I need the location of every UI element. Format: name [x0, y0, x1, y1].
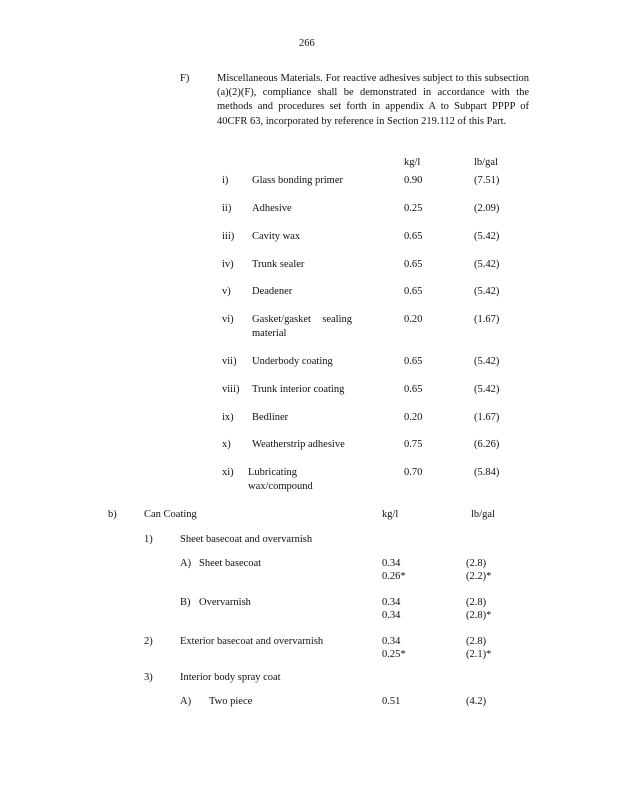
- b-3a-kg-value: 0.51: [382, 696, 401, 707]
- section-f-marker: F): [180, 73, 190, 84]
- b-1a-kg-value: 0.34: [382, 558, 401, 569]
- b-1a-lb-value: (2.8): [466, 558, 487, 569]
- item-number: x): [222, 439, 231, 450]
- item-number: vii): [222, 356, 237, 367]
- b-3a-letter: A): [180, 696, 192, 707]
- b-1b-lb-value-alt: (2.8)*: [466, 610, 492, 621]
- page-number: 266: [299, 38, 315, 49]
- b-3a-lb-value: (4.2): [466, 696, 487, 707]
- item-name: Lubricating: [248, 467, 297, 478]
- item-lb-value: (5.42): [474, 384, 500, 395]
- b-item-1-number: 1): [144, 534, 153, 545]
- b-1a-letter: A): [180, 558, 192, 569]
- item-name: Weatherstrip adhesive: [252, 439, 345, 450]
- b-1a-kg-value-alt: 0.26*: [382, 571, 406, 582]
- item-number: i): [222, 175, 229, 186]
- b-item-3-number: 3): [144, 672, 153, 683]
- item-name: Glass bonding primer: [252, 175, 343, 186]
- b-col-lb-header: lb/gal: [471, 509, 495, 520]
- item-number: v): [222, 286, 231, 297]
- b-item-2-number: 2): [144, 636, 153, 647]
- b-1b-kg-value: 0.34: [382, 597, 401, 608]
- b-item-3-title: Interior body spray coat: [180, 672, 281, 683]
- b-2-kg-value-alt: 0.25*: [382, 649, 406, 660]
- b-item-1-title: Sheet basecoat and overvarnish: [180, 534, 313, 545]
- b-1b-letter: B): [180, 597, 191, 608]
- item-number: viii): [222, 384, 240, 395]
- item-name: Gasket/gasket sealing: [252, 314, 352, 325]
- item-lb-value: (5.42): [474, 356, 500, 367]
- b-1b-lb-value: (2.8): [466, 597, 487, 608]
- b-3a-name: Two piece: [209, 696, 253, 707]
- item-lb-value: (5.42): [474, 259, 500, 270]
- b-col-kg-header: kg/l: [382, 509, 399, 520]
- item-name: Adhesive: [252, 203, 292, 214]
- section-f-paragraph: Miscellaneous Materials. For reactive adhesives subject to this subsection (a)(2)(F), compliance shall be demonstrated in accordance with the methods and procedures set forth in appendix A to Subpart PPPP of 40CFR 63, incorporated by reference in Section 219.112 of this Part.: [217, 73, 529, 127]
- b-2-kg-value: 0.34: [382, 636, 401, 647]
- item-lb-value: (5.42): [474, 286, 500, 297]
- item-name: Bedliner: [252, 412, 289, 423]
- item-kg-value: 0.70: [404, 467, 423, 478]
- item-name: Trunk sealer: [252, 259, 305, 270]
- item-name: Trunk interior coating: [252, 384, 345, 395]
- item-kg-value: 0.65: [404, 384, 423, 395]
- item-name: Cavity wax: [252, 231, 301, 242]
- item-kg-value: 0.20: [404, 412, 423, 423]
- section-b-marker: b): [108, 509, 117, 520]
- item-kg-value: 0.65: [404, 286, 423, 297]
- item-kg-value: 0.65: [404, 259, 423, 270]
- item-number: ix): [222, 412, 234, 423]
- item-kg-value: 0.90: [404, 175, 423, 186]
- item-kg-value: 0.65: [404, 231, 423, 242]
- item-number: vi): [222, 314, 234, 325]
- section-b-title: Can Coating: [144, 509, 197, 520]
- item-lb-value: (6.26): [474, 439, 500, 450]
- item-name-continued: wax/compound: [248, 481, 313, 492]
- item-lb-value: (5.84): [474, 467, 500, 478]
- b-1b-kg-value-alt: 0.34: [382, 610, 401, 621]
- b-2-lb-value: (2.8): [466, 636, 487, 647]
- item-kg-value: 0.75: [404, 439, 423, 450]
- item-number: iv): [222, 259, 234, 270]
- item-lb-value: (2.09): [474, 203, 500, 214]
- b-1b-name: Overvarnish: [199, 597, 251, 608]
- item-lb-value: (7.51): [474, 175, 500, 186]
- b-item-2-title: Exterior basecoat and overvarnish: [180, 636, 324, 647]
- item-kg-value: 0.20: [404, 314, 423, 325]
- f-col-lb-header: lb/gal: [474, 157, 498, 168]
- item-number: xi): [222, 467, 234, 478]
- item-kg-value: 0.25: [404, 203, 423, 214]
- f-col-kg-header: kg/l: [404, 157, 421, 168]
- item-name: Underbody coating: [252, 356, 333, 367]
- item-name: Deadener: [252, 286, 293, 297]
- b-1a-lb-value-alt: (2.2)*: [466, 571, 492, 582]
- item-lb-value: (1.67): [474, 412, 500, 423]
- item-number: ii): [222, 203, 232, 214]
- item-lb-value: (1.67): [474, 314, 500, 325]
- item-kg-value: 0.65: [404, 356, 423, 367]
- b-1a-name: Sheet basecoat: [199, 558, 262, 569]
- b-2-lb-value-alt: (2.1)*: [466, 649, 492, 660]
- item-name-continued: material: [252, 328, 287, 339]
- item-number: iii): [222, 231, 235, 242]
- item-lb-value: (5.42): [474, 231, 500, 242]
